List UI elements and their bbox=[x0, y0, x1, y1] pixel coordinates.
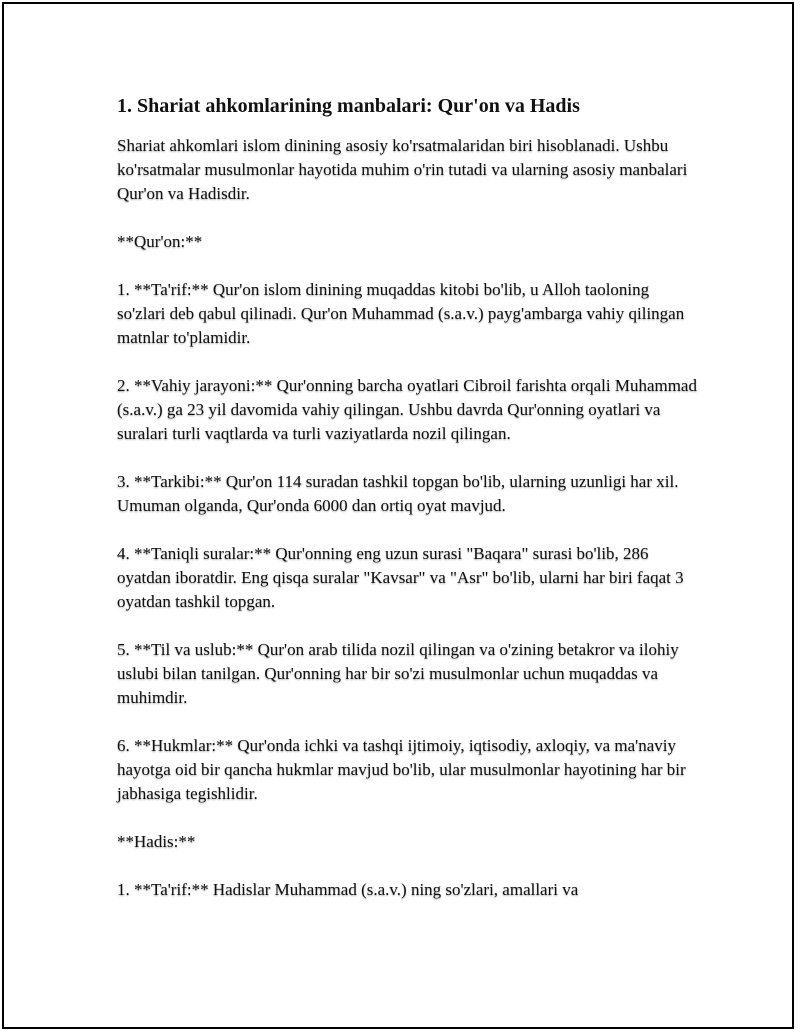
quran-heading: **Qur'on:** bbox=[117, 232, 203, 251]
quran-item-definition: 1. **Ta'rif:** Qur'on islom dinining muqaddas kitobi bo'lib, u Alloh taoloning so'zlari deb qabul qilinadi. Qur'on Muhammad (s.a.v.) payg'ambarga vahiy qilingan matnlar to'plamidir. bbox=[117, 280, 685, 347]
document-body bbox=[117, 92, 697, 926]
quran-item-notable-surahs: 4. **Taniqli suralar:** Qur'onning eng uzun surasi "Baqara" surasi bo'lib, 286 oyatdan iboratdir. Eng qisqa suralar "Kavsar" va "Asr" bo'lib, ularni har biri faqat 3 oyatdan tashkil topgan. bbox=[117, 544, 684, 611]
document-title: 1. Shariat ahkomlarining manbalari: Qur'on va Hadis bbox=[117, 95, 580, 117]
intro-paragraph: Shariat ahkomlari islom dinining asosiy ko'rsatmalaridan biri hisoblanadi. Ushbu ko'rsatmalar musulmonlar hayotida muhim o'rin tutadi va ularning asosiy manbalari Qur'on va Hadisdir. bbox=[117, 136, 688, 203]
hadith-heading: **Hadis:** bbox=[117, 832, 196, 851]
hadith-item-definition: 1. **Ta'rif:** Hadislar Muhammad (s.a.v.) ning so'zlari, amallari va bbox=[117, 880, 579, 899]
quran-item-revelation: 2. **Vahiy jarayoni:** Qur'onning barcha oyatlari Cibroil farishta orqali Muhammad (s.a.v.) ga 23 yil davomida vahiy qilingan. Ushbu davrda Qur'onning oyatlari va suralari turli vaqtlarda va turli vaziyatlarda nozil qilingan. bbox=[117, 376, 697, 443]
quran-item-rulings: 6. **Hukmlar:** Qur'onda ichki va tashqi ijtimoiy, iqtisodiy, axloqiy, va ma'naviy hayotga oid bir qancha hukmlar mavjud bo'lib, ular musulmonlar hayotining har bir jabhasiga tegishlidir. bbox=[117, 736, 686, 803]
quran-item-composition: 3. **Tarkibi:** Qur'on 114 suradan tashkil topgan bo'lib, ularning uzunligi har xil. Umuman olganda, Qur'onda 6000 dan ortiq oyat mavjud. bbox=[117, 472, 679, 515]
quran-item-language-style: 5. **Til va uslub:** Qur'on arab tilida nozil qilingan va o'zining betakror va ilohiy uslubi bilan tanilgan. Qur'onning har bir so'zi musulmonlar uchun muqaddas va muhimdir. bbox=[117, 640, 679, 707]
